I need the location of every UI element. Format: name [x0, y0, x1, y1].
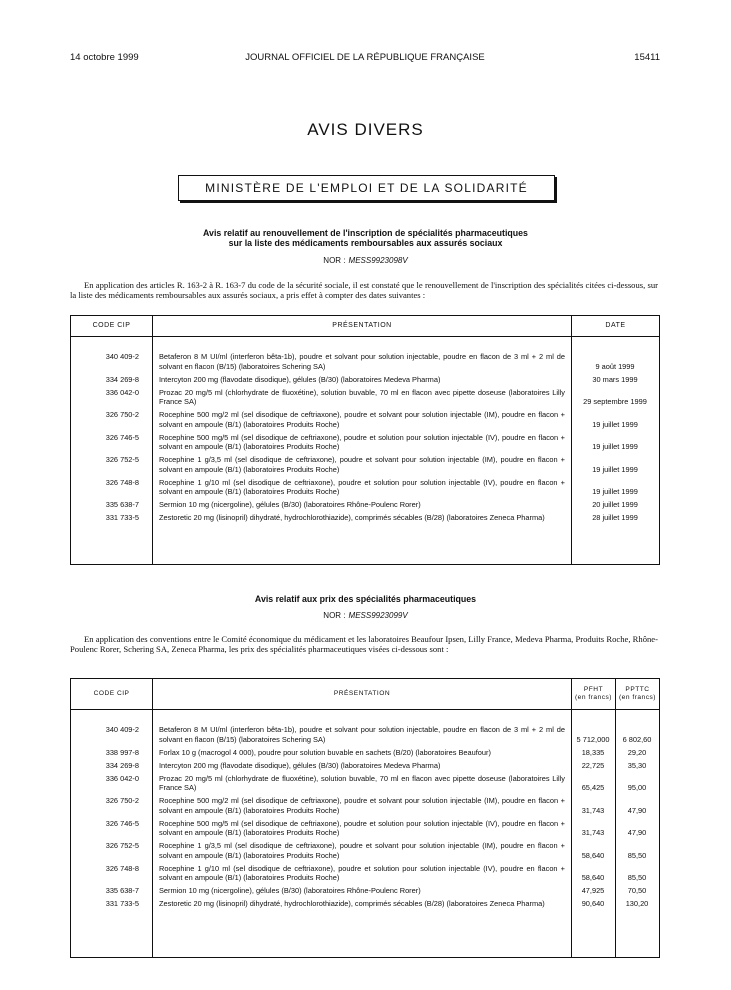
cip-code: 340 409-2: [105, 352, 139, 361]
ppttc-value: 6 802,60: [622, 734, 652, 744]
presentation-text: Rocephine 1 g/3,5 ml (sel disodique de ceftriaxone), poudre et solvant pour solution injectable (IM), poudre en flacon + solvant en ampoule (B/1) (laboratoires Produits Roche): [159, 455, 565, 474]
renewal-date: 19 juillet 1999: [592, 442, 638, 451]
ppttc-value: 70,50: [627, 886, 647, 895]
col-pfht-header: [572, 679, 615, 709]
cip-code: 335 638-7: [105, 886, 139, 895]
presentation-text: Sermion 10 mg (nicergoline), gélules (B/30) (laboratoires Rhône-Poulenc Rorer): [159, 500, 421, 509]
ministry-box: MINISTÈRE DE L'EMPLOI ET DE LA SOLIDARITÉ: [178, 175, 555, 201]
renewal-date: 30 mars 1999: [592, 374, 638, 384]
divider: [152, 316, 153, 564]
pfht-value: 65,425: [581, 783, 605, 792]
section-title: AVIS DIVERS: [307, 120, 424, 139]
pfht-value: 58,640: [581, 850, 605, 860]
presentation-text: Intercyton 200 mg (flavodate disodique), gélules (B/30) (laboratoires Medeva Pharma): [159, 374, 441, 384]
pfht-value: 18,335: [581, 747, 605, 757]
ppttc-value: 95,00: [627, 783, 647, 792]
divider: [152, 679, 153, 957]
pfht-value: 58,640: [581, 873, 605, 882]
ppttc-value: 85,50: [627, 850, 647, 860]
header-journal: JOURNAL OFFICIEL DE LA RÉPUBLIQUE FRANÇAISE: [245, 52, 485, 63]
cip-code: 326 748-8: [105, 863, 139, 873]
cip-code: 334 269-8: [105, 760, 139, 770]
presentation-text: Zestoretic 20 mg (lisinopril) dihydraté, hydrochlorothiazide), comprimés sécables (B/28) (laboratoires Zeneca Pharma): [159, 899, 545, 908]
col-presentation-header: PRÉSENTATION: [332, 322, 392, 329]
renewal-date: 19 juillet 1999: [592, 487, 638, 496]
avis1-intro: En application des articles R. 163-2 à R. 163-7 du code de la sécurité sociale, il est constaté que le renouvellement de l'inscription des spécialités citées ci-dessous, sur la liste des médicaments remboursables aux assurés sociaux, a pris effet à compter des dates suivantes :: [70, 280, 658, 300]
renewal-date: 19 juillet 1999: [592, 419, 638, 429]
presentation-text: Rocephine 500 mg/5 ml (sel disodique de ceftriaxone), poudre et solution pour solution injectable (IV), poudre en flacon + solvant en ampoule (B/1) (laboratoires Produits Roche): [159, 432, 565, 451]
page-header: [70, 52, 660, 66]
cip-code: 326 746-5: [105, 818, 139, 828]
presentation-text: Prozac 20 mg/5 ml (chlorhydrate de fluoxétine), solution buvable, 70 ml en flacon avec pipette doseuse (laboratoires Lilly France SA): [159, 387, 565, 406]
avis2-intro: En application des conventions entre le Comité économique du médicament et les laboratoires Beaufour Ipsen, Lilly France, Medeva Pharma, Produits Roche, Rhône-Poulenc Rorer, Schering SA, Zeneca Pharma, les prix des spécialités pharmaceutiques visées ci-dessous sont :: [70, 634, 658, 654]
cip-code: 336 042-0: [105, 773, 139, 783]
col-ppttc-header-line: PPTTC: [625, 686, 650, 693]
pfht-value: 5 712,000: [576, 734, 610, 744]
col-presentation-header-line: PRÉSENTATION: [333, 690, 391, 697]
col-code-header: [71, 679, 152, 709]
presentation-text: Rocephine 1 g/10 ml (sel disodique de ceftriaxone), poudre et solution pour solution injectable (IV), poudre en flacon + solvant en ampoule (B/1) (laboratoires Produits Roche): [159, 863, 565, 882]
cip-code: 326 746-5: [105, 432, 139, 442]
header-date: 14 octobre 1999: [70, 52, 139, 63]
cip-code: 331 733-5: [105, 513, 139, 522]
nor-label: NOR :: [323, 256, 346, 265]
nor-code: MESS9923098V: [348, 256, 408, 265]
col-ppttc-header: [616, 679, 659, 709]
ppttc-value: 85,50: [627, 873, 647, 882]
cip-code: 331 733-5: [105, 899, 139, 908]
presentation-text: Betaferon 8 M UI/ml (interferon bêta-1b), poudre et solvant pour solution injectable, poudre en flacon de 3 ml + 2 ml de solvant en flacon (B/15) (laboratoires Schering SA): [159, 352, 565, 371]
presentation-text: Zestoretic 20 mg (lisinopril) dihydraté, hydrochlorothiazide), comprimés sécables (B/28) (laboratoires Zeneca Pharma): [159, 513, 545, 522]
col-code-header: CODE CIP: [92, 322, 131, 329]
pfht-value: 90,640: [581, 899, 605, 908]
presentation-text: Forlax 10 g (macrogol 4 000), poudre pour solution buvable en sachets (B/20) (laboratoires Beaufour): [159, 747, 491, 757]
cip-code: 326 750-2: [105, 796, 139, 805]
presentation-text: Intercyton 200 mg (flavodate disodique), gélules (B/30) (laboratoires Medeva Pharma): [159, 760, 441, 770]
avis1-table: [70, 315, 660, 565]
ppttc-value: 35,30: [627, 760, 647, 770]
ppttc-value: 47,90: [627, 828, 647, 837]
avis2-nor: [0, 611, 731, 620]
presentation-text: Sermion 10 mg (nicergoline), gélules (B/30) (laboratoires Rhône-Poulenc Rorer): [159, 886, 421, 895]
pfht-value: 31,743: [581, 805, 605, 815]
pfht-value: 31,743: [581, 828, 605, 837]
cip-code: 334 269-8: [105, 374, 139, 384]
renewal-date: 29 septembre 1999: [583, 397, 647, 406]
renewal-date: 19 juillet 1999: [592, 464, 638, 474]
renewal-date: 28 juillet 1999: [592, 513, 638, 522]
ppttc-value: 29,20: [627, 747, 647, 757]
presentation-text: Rocephine 1 g/3,5 ml (sel disodique de ceftriaxone), poudre et solvant pour solution injectable (IM), poudre en flacon + solvant en ampoule (B/1) (laboratoires Produits Roche): [159, 841, 565, 860]
avis1-title-line1: Avis relatif au renouvellement de l'inscription de spécialités pharmaceutiques: [203, 228, 528, 238]
cip-code: 338 997-8: [105, 747, 139, 757]
presentation-text: Betaferon 8 M UI/ml (interferon bêta-1b), poudre et solvant pour solution injectable, poudre en flacon de 3 ml + 2 ml de solvant en flacon (B/15) (laboratoires Schering SA): [159, 725, 565, 744]
ppttc-value: 130,20: [625, 899, 649, 908]
col-pfht-header-line: PFHT: [583, 686, 604, 693]
avis1-nor: [0, 256, 731, 265]
nor-code: MESS9923099V: [348, 611, 408, 620]
pfht-value: 22,725: [581, 760, 605, 770]
pfht-value: 47,925: [581, 886, 605, 895]
ppttc-value: 47,90: [627, 805, 647, 815]
col-presentation-header: [153, 679, 571, 709]
presentation-text: Rocephine 1 g/10 ml (sel disodique de ceftriaxone), poudre et solution pour solution injectable (IV), poudre en flacon + solvant en ampoule (B/1) (laboratoires Produits Roche): [159, 477, 565, 496]
cip-code: 340 409-2: [105, 725, 139, 734]
col-pfht-header-line: (en francs): [574, 694, 612, 701]
avis2-title: Avis relatif aux prix des spécialités pharmaceutiques: [254, 594, 477, 604]
presentation-text: Rocephine 500 mg/2 ml (sel disodique de ceftriaxone), poudre et solvant pour solution injectable (IM), poudre en flacon + solvant en ampoule (B/1) (laboratoires Produits Roche): [159, 410, 565, 429]
presentation-text: Prozac 20 mg/5 ml (chlorhydrate de fluoxétine), solution buvable, 70 ml en flacon avec pipette doseuse (laboratoires Lilly France SA): [159, 773, 565, 792]
avis1-title-line2: sur la liste des médicaments remboursables aux assurés sociaux: [228, 238, 503, 248]
header-page-number: 15411: [634, 52, 660, 63]
divider: [571, 316, 572, 564]
col-ppttc-header-line: (en francs): [618, 694, 656, 701]
avis2-table: [70, 678, 660, 958]
nor-label: NOR :: [323, 611, 346, 620]
cip-code: 326 752-5: [105, 455, 139, 464]
cip-code: 326 748-8: [105, 477, 139, 487]
cip-code: 335 638-7: [105, 500, 139, 509]
presentation-text: Rocephine 500 mg/2 ml (sel disodique de ceftriaxone), poudre et solvant pour solution injectable (IM), poudre en flacon + solvant en ampoule (B/1) (laboratoires Produits Roche): [159, 796, 565, 815]
renewal-date: 9 août 1999: [595, 361, 635, 371]
cip-code: 326 750-2: [105, 410, 139, 419]
cip-code: 326 752-5: [105, 841, 139, 850]
divider: [571, 679, 572, 957]
divider: [615, 679, 616, 957]
col-date-header: DATE: [605, 322, 626, 329]
presentation-text: Rocephine 500 mg/5 ml (sel disodique de ceftriaxone), poudre et solution pour solution injectable (IV), poudre en flacon + solvant en ampoule (B/1) (laboratoires Produits Roche): [159, 818, 565, 837]
renewal-date: 20 juillet 1999: [592, 500, 638, 509]
col-code-header-line: CODE CIP: [93, 690, 130, 697]
cip-code: 336 042-0: [105, 387, 139, 397]
